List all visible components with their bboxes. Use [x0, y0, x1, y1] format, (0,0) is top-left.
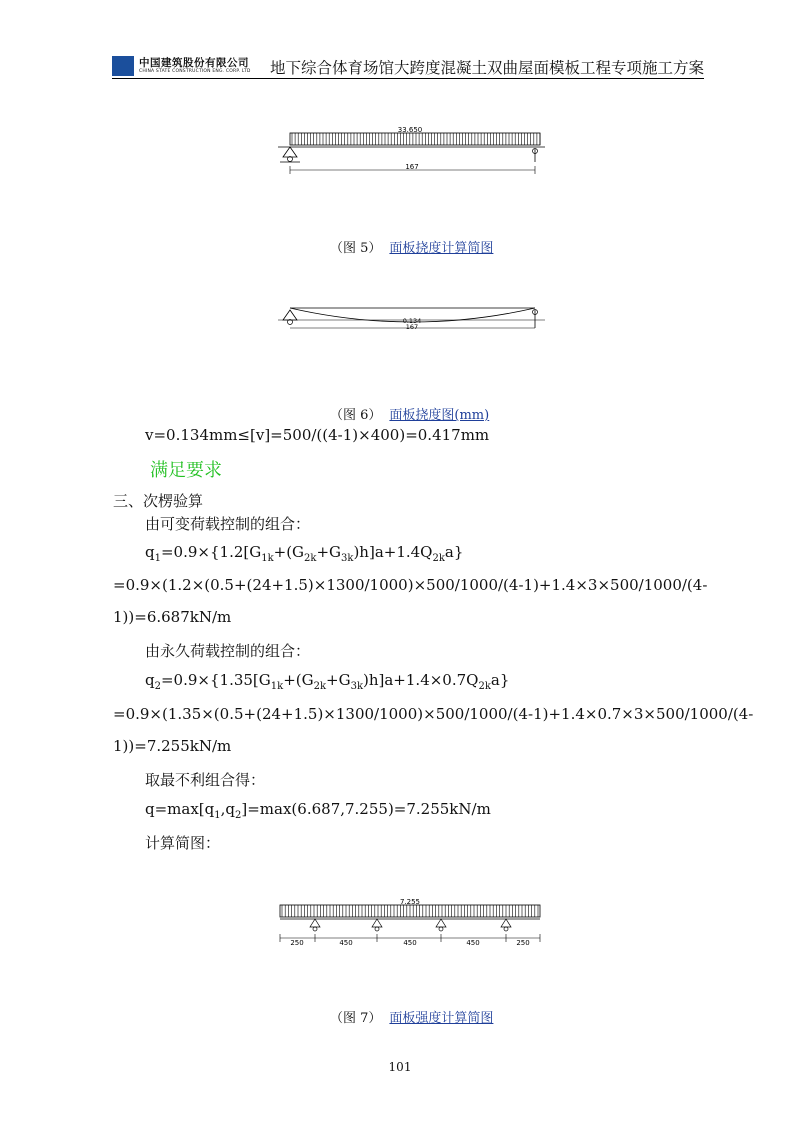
figure-6-caption: [330, 404, 489, 423]
figure-7-title-link[interactable]: 面板强度计算简图: [389, 1011, 494, 1026]
figure-7-span-2: 450: [339, 939, 353, 947]
worst-combination-label: 取最不利组合得：: [145, 771, 266, 789]
support-icon: [372, 919, 382, 927]
figure-7-span-3: 450: [403, 939, 417, 947]
q2-result: 1))=7.255kN/m: [113, 737, 232, 755]
support-roller-icon: [504, 927, 508, 931]
header-rule: [112, 78, 704, 79]
figure-6-label: （图 6）: [330, 408, 382, 423]
support-icon: [501, 919, 511, 927]
check-pass-text: 满足要求: [150, 460, 222, 481]
figure-7-label: （图 7）: [330, 1011, 382, 1026]
figure-6-span: 167: [405, 323, 419, 331]
figure-7-span-5: 250: [516, 939, 530, 947]
section-heading: 三、次楞验算: [113, 492, 204, 510]
support-roller-icon: [375, 927, 379, 931]
figure-6-deflection: 0.134: [402, 317, 422, 325]
figure-7-caption: [330, 1007, 493, 1026]
figure-7-span-4: 450: [466, 939, 480, 947]
figure-5-span: 167: [405, 163, 419, 171]
q1-result: 1))=6.687kN/m: [113, 608, 232, 626]
company-logo-icon: [112, 56, 134, 76]
q2-calculation: =0.9×(1.35×(0.5+(24+1.5)×1300/1000)×500/1000/(4-1)+1.4×0.7×3×500/1000/(4-: [113, 705, 754, 723]
figure-7-load: 7.255: [399, 898, 421, 906]
q1-calculation: =0.9×(1.2×(0.5+(24+1.5)×1300/1000)×500/1000/(4-1)+1.4×3×500/1000/(4-: [113, 576, 708, 594]
q2-formula: $q_2=0.9\times\{1.35[G_{1k}+(G_{2k}+G_{3k})h]a+1.4\times 0.7Q_{2k}a\}$: [145, 671, 510, 692]
page-number: 101: [388, 1060, 412, 1074]
permanent-load-label: 由永久荷载控制的组合：: [145, 642, 311, 660]
figure-5-load: 33.650: [397, 126, 423, 134]
figure-5-caption: [330, 237, 493, 256]
q1-formula: $q_1=0.9\times\{1.2[G_{1k}+(G_{2k}+G_{3k})h]a+1.4Q_{2k}a\}$: [145, 543, 464, 564]
support-roller-icon: [439, 927, 443, 931]
figure-5-title-link[interactable]: 面板挠度计算简图: [389, 241, 494, 256]
figure-6-diagram: [270, 298, 550, 340]
figure-5-diagram: [270, 122, 550, 180]
figure-5-label: （图 5）: [330, 241, 382, 256]
support-roller-icon: [313, 927, 317, 931]
figure-7-diagram: [270, 895, 550, 955]
support-icon: [436, 919, 446, 927]
deflection-check: v=0.134mm≤[v]=500/((4-1)×400)=0.417mm: [145, 426, 490, 444]
q-max-formula: $q=\max[q_1,q_2]=\max(6.687,7.255)=7.255kN/m$: [145, 800, 491, 821]
company-name-en: CHINA STATE CONSTRUCTION ENG. CORP. LTD: [139, 69, 251, 74]
document-title: 地下综合体育场馆大跨度混凝土双曲屋面模板工程专项施工方案: [269, 59, 704, 77]
company-name-cn: 中国建筑股份有限公司: [139, 57, 249, 69]
diagram-label: 计算简图：: [145, 834, 221, 852]
variable-load-label: 由可变荷载控制的组合：: [145, 515, 311, 533]
figure-6-title-link[interactable]: 面板挠度图(mm): [389, 408, 490, 423]
support-icon: [310, 919, 320, 927]
figure-7-span-1: 250: [290, 939, 304, 947]
